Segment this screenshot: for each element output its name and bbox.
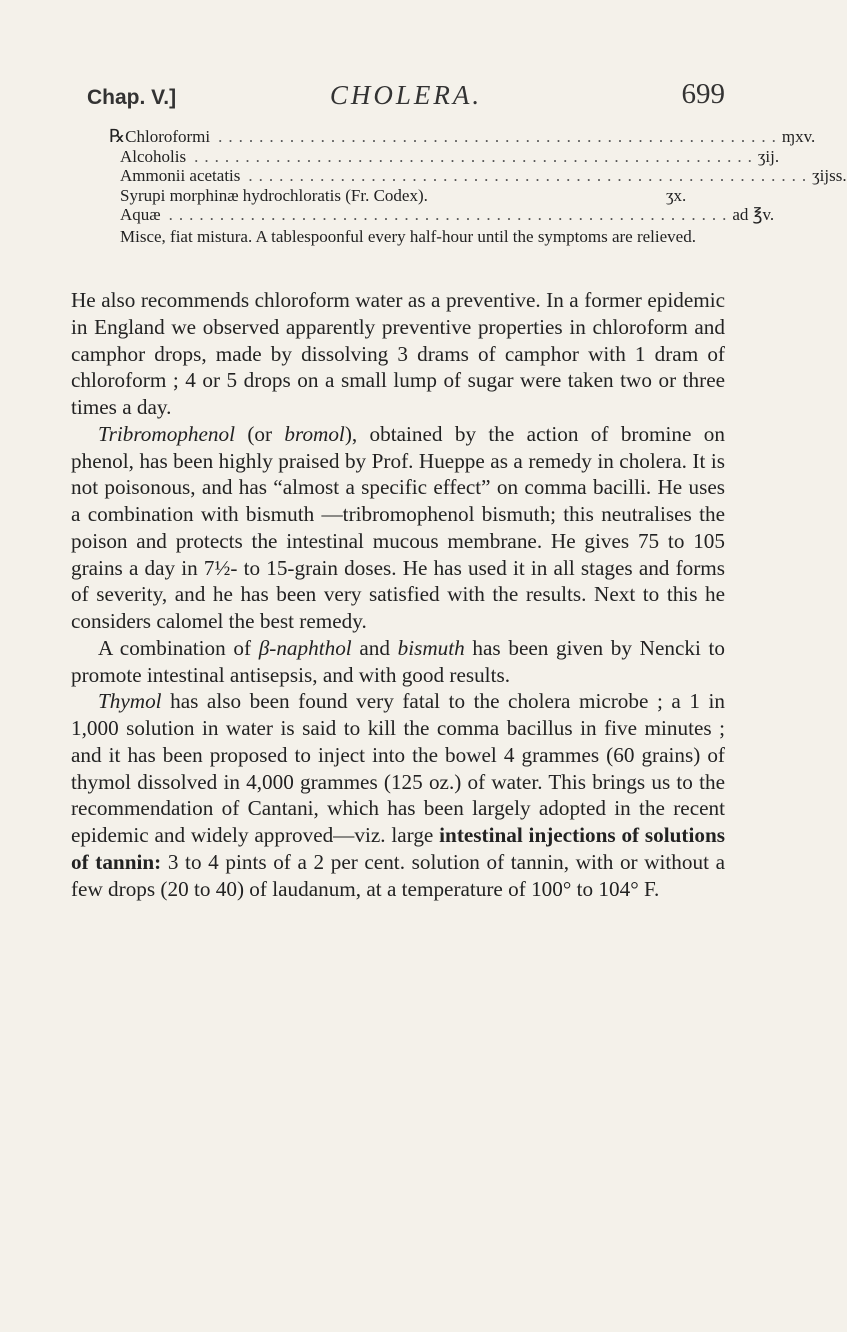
leader-dots: ....................................................... bbox=[194, 146, 758, 166]
chapter-label: Chap. V.] bbox=[87, 86, 177, 109]
running-title: CHOLERA. bbox=[329, 80, 483, 110]
prescription-directions: Misce, fiat mistura. A tablespoonful every half-hour until the symptoms are relieved. bbox=[120, 226, 696, 246]
paragraph-chloroform-water: He also recommends chloroform water as a preventive. In a former epidemic in England we observed apparently preventive properties in chloroform and camphor drops, made by dissolving 3 drams of camphor with 1 dram of chloroform ; 4 or 5 drops on a small lump of sugar were taken two or three times a day. bbox=[71, 288, 725, 419]
page-number: 699 bbox=[681, 78, 725, 110]
term-bromol: bromol bbox=[284, 421, 345, 446]
term-intestinal-injections: intestinal injections of solutions of tannin: bbox=[71, 823, 726, 874]
prescription bbox=[109, 126, 847, 246]
recipe-symbol: ℞ bbox=[109, 126, 126, 146]
paragraph-tribromophenol: Tribromophenol (or bromol), obtained by the action of bromine on phenol, has been highly praised by Prof. Hueppe as a remedy in cholera. It is not poisonous, and has “almost a specific effect” on comma bacilli. He uses a combination with bismuth —tribromophenol bismuth; this neutralises the poison and protects the intestinal mucous membrane. He gives 75 to 105 grains a day in 7½- to 15-grain doses. He has used it in all stages and forms of severity, and he has been very satisfied with the results. Next to this he considers calomel the best remedy. bbox=[71, 421, 725, 633]
prescription-item bbox=[120, 166, 847, 186]
leader-dots: ....................................................... bbox=[168, 205, 733, 224]
term-naphthol: β-naphthol bbox=[258, 635, 352, 660]
ingredient-quantity: ɱxv. bbox=[781, 127, 816, 146]
ingredient-name: Alcoholis bbox=[120, 146, 187, 166]
paragraph-thymol: Thymol has also been found very fatal to the cholera microbe ; a 1 in 1,000 solution in water is said to kill the comma bacillus in five minutes ; and it has been proposed to inject into the bowel 4 grammes (60 grains) of thymol dissolved in 4,000 grammes (125 oz.) of water. This brings us to the recommendation of Cantani, which has been largely adopted in the recent epidemic and widely approved—viz. large intestinal injections of solutions of tannin: 3 to 4 pints of a 2 per cent. solution of tannin, with or without a few drops (20 to 40) of laudanum, at a temperature of 100° to 104° F. bbox=[71, 689, 726, 901]
ingredient-quantity: ʒx. bbox=[666, 185, 687, 205]
prescription-item bbox=[120, 186, 722, 206]
term-bismuth: bismuth bbox=[397, 635, 465, 660]
ingredient-name: Chloroformi bbox=[125, 127, 211, 146]
body-text bbox=[71, 287, 725, 902]
page-header bbox=[87, 74, 725, 114]
ingredient-name: Ammonii acetatis bbox=[120, 166, 241, 185]
ingredient-quantity: ʒijss. bbox=[812, 166, 847, 185]
prescription-item bbox=[120, 205, 775, 225]
prescription-item bbox=[109, 126, 816, 147]
paragraph-naphthol: A combination of β-naphthol and bismuth has been given by Nencki to promote intestinal antisepsis, and with good results. bbox=[71, 635, 725, 687]
leader-dots: ....................................................... bbox=[218, 127, 782, 146]
ingredient-name: Syrupi morphinæ hydrochloratis (Fr. Codex). bbox=[120, 185, 428, 205]
term-thymol: Thymol bbox=[98, 689, 162, 714]
prescription-item bbox=[120, 146, 780, 167]
leader-dots: ....................................................... bbox=[248, 166, 813, 185]
ingredient-quantity: ad ℥v. bbox=[732, 205, 775, 224]
ingredient-name: Aquæ bbox=[120, 205, 161, 224]
ingredient-quantity: ʒij. bbox=[757, 146, 780, 166]
term-tribromophenol: Tribromophenol bbox=[98, 421, 235, 446]
